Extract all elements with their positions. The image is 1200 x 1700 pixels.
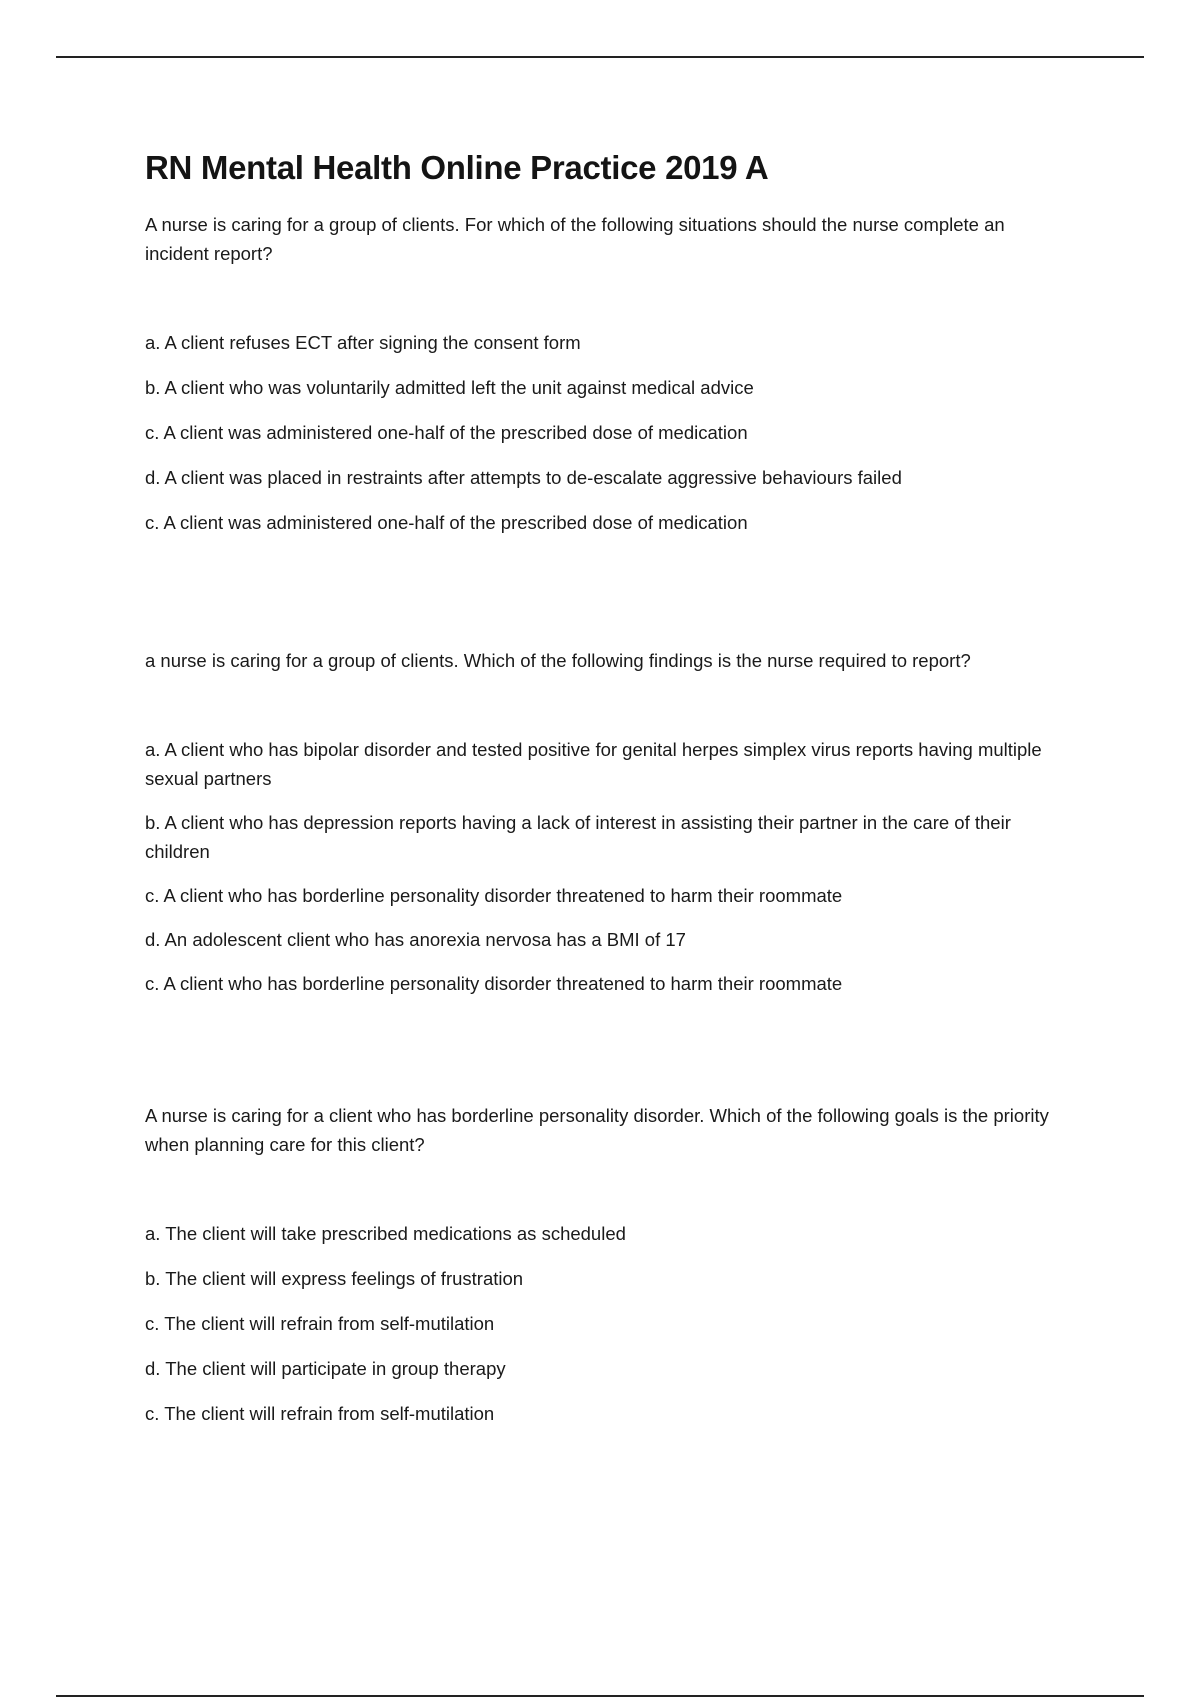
question-text: a nurse is caring for a group of clients. Which of the following findings is the nurse required to report? — [145, 650, 971, 671]
option-b: b. A client who was voluntarily admitted left the unit against medical advice — [145, 377, 754, 398]
option-a: a. A client who has bipolar disorder and tested positive for genital herpes simplex virus reports having multiple sexual partners — [145, 739, 1042, 789]
option-list — [145, 735, 1065, 998]
question-block-3 — [145, 1101, 1065, 1428]
option-d: d. An adolescent client who has anorexia nervosa has a BMI of 17 — [145, 929, 686, 950]
option-c: c. A client was administered one-half of the prescribed dose of medication — [145, 422, 748, 443]
option-list — [145, 328, 1065, 537]
option-d: d. A client was placed in restraints after attempts to de-escalate aggressive behaviours failed — [145, 467, 902, 488]
document-title: RN Mental Health Online Practice 2019 A — [145, 149, 769, 186]
option-b: b. The client will express feelings of frustration — [145, 1268, 524, 1289]
option-c: c. A client who has borderline personality disorder threatened to harm their roommate — [145, 885, 843, 906]
option-b: b. A client who has depression reports having a lack of interest in assisting their partner in the care of their children — [145, 812, 1011, 862]
document-page — [145, 148, 1065, 1444]
answer-line: c. A client who has borderline personality disorder threatened to harm their roommate — [145, 973, 843, 994]
option-a: a. A client refuses ECT after signing the consent form — [145, 332, 581, 353]
answer-line: c. A client was administered one-half of the prescribed dose of medication — [145, 512, 748, 533]
question-block-2 — [145, 646, 1065, 998]
option-a: a. The client will take prescribed medications as scheduled — [145, 1223, 626, 1244]
option-list — [145, 1219, 1065, 1428]
top-divider — [56, 56, 1144, 58]
question-text: A nurse is caring for a client who has borderline personality disorder. Which of the following goals is the priority when planning care for this client? — [145, 1105, 1049, 1155]
answer-line: c. The client will refrain from self-mutilation — [145, 1403, 495, 1424]
option-d: d. The client will participate in group therapy — [145, 1358, 506, 1379]
question-text: A nurse is caring for a group of clients. For which of the following situations should the nurse complete an incident report? — [145, 214, 1005, 264]
question-block-1 — [145, 210, 1065, 537]
bottom-divider — [56, 1695, 1144, 1697]
option-c: c. The client will refrain from self-mutilation — [145, 1313, 495, 1334]
